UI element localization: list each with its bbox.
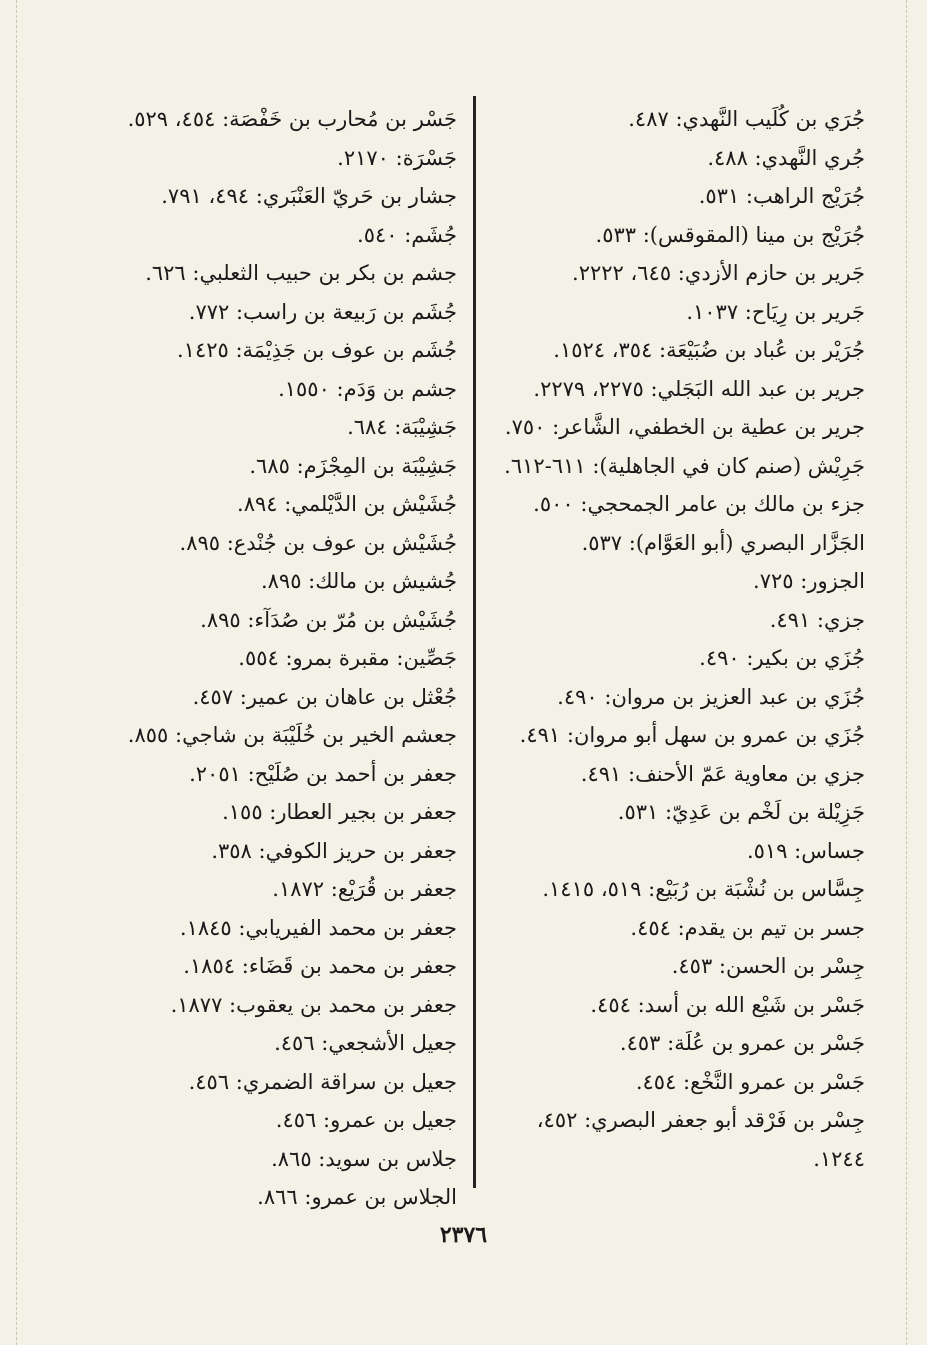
index-entry: جزي: ٤٩١. — [769, 607, 865, 632]
index-entry: جرير بن عطية بن الخطفي، الشَّاعر: ٧٥٠. — [504, 415, 865, 439]
index-entry: جعيل بن سراقة الضمري: ٤٥٦. — [188, 1069, 457, 1094]
index-entry: جُزَي بن عمرو بن سهل أبو مروان: ٤٩١. — [519, 723, 865, 747]
index-entry: جزء بن مالك بن عامر الجمحجي: ٥٠٠. — [533, 492, 865, 516]
index-entry: جِسَّاس بن نُشْبَة بن رُبَيْع: ٥١٩، ١٤١٥. — [542, 877, 865, 901]
index-entry: جُرَيْج بن مينا (المقوقس): ٥٣٣. — [595, 222, 865, 247]
index-entry: جَرير بن حازم الأزدي: ٦٤٥، ٢٢٢٢. — [572, 261, 865, 285]
index-entry: جزي بن معاوية عَمّ الأحنف: ٤٩١. — [580, 761, 865, 786]
index-entry: جُعْثل بن عاهان بن عمير: ٤٥٧. — [192, 684, 457, 709]
index-entry: ١٢٤٤. — [813, 1146, 865, 1171]
index-entry: جُرَيْر بن عُباد بن ضُبَيْعَة: ٣٥٤، ١٥٢٤. — [553, 338, 865, 362]
index-entry: جَسْرَة: ٢١٧٠. — [337, 145, 457, 170]
page-number: ٢٣٧٦ — [439, 1222, 488, 1248]
column-divider — [473, 96, 476, 1188]
index-entry: جشم بن بكر بن حبيب الثعلبي: ٦٢٦. — [145, 261, 457, 285]
index-entry: جشار بن حَريّ العَنْبَري: ٤٩٤، ٧٩١. — [161, 184, 457, 208]
index-entry: جُزَي بن بكير: ٤٩٠. — [699, 646, 865, 670]
index-entry: جُشَيْش بن الدَّيْلمي: ٨٩٤. — [237, 492, 457, 516]
index-entry: جَسْر بن مُحارب بن خَفْصَة: ٤٥٤، ٥٢٩. — [127, 107, 457, 131]
index-entry: جَرير بن رِيَاح: ١٠٣٧. — [686, 299, 865, 324]
index-entry: جُشَم بن عوف بن جَذِيْمَة: ١٤٢٥. — [176, 338, 457, 362]
index-entry: جرير بن عبد الله البَجَلي: ٢٢٧٥، ٢٢٧٩. — [533, 376, 865, 401]
index-entry: جعشم الخير بن خُلَيْبَة بن شاجي: ٨٥٥. — [127, 723, 457, 747]
index-entry: جلاس بن سويد: ٨٦٥. — [271, 1146, 457, 1171]
index-entry: جُشَم: ٥٤٠. — [357, 222, 457, 247]
scan-margin-line — [906, 0, 907, 1345]
index-entry: الجلاس بن عمرو: ٨٦٦. — [257, 1185, 457, 1209]
index-entry: جعفر بن قُرَيْع: ١٨٧٢. — [272, 877, 457, 901]
index-entry: جعفر بن أحمد بن صُلَيْح: ٢٠٥١. — [189, 761, 457, 786]
index-entry: جُرَيْج الراهب: ٥٣١. — [698, 184, 865, 208]
index-entry: جَسْر بن شَيْع الله بن أسد: ٤٥٤. — [590, 992, 865, 1017]
index-entry: جَسْر بن عمرو بن عُلَة: ٤٥٣. — [619, 1031, 865, 1055]
index-entry: جعيل بن عمرو: ٤٥٦. — [275, 1108, 457, 1132]
index-entry: جُزَي بن عبد العزيز بن مروان: ٤٩٠. — [557, 684, 865, 709]
index-entry: جعفر بن بجير العطار: ١٥٥. — [222, 800, 457, 824]
index-entry: جُشَم بن رَبيعة بن راسب: ٧٧٢. — [188, 299, 457, 324]
index-entry: جَشِيْبَة: ٦٨٤. — [347, 415, 457, 439]
index-entry: جُري النَّهدي: ٤٨٨. — [707, 145, 865, 170]
index-entry: جِسْر بن الحسن: ٤٥٣. — [671, 954, 865, 978]
index-entry: جِسْر بن فَرْقد أبو جعفر البصري: ٤٥٢، — [536, 1108, 865, 1132]
index-entry: جعفر بن حريز الكوفي: ٣٥٨. — [211, 838, 457, 863]
index-entry: جَسْر بن عمرو النَّخْع: ٤٥٤. — [635, 1069, 865, 1094]
index-entry: جعفر بن محمد الفيريابي: ١٨٤٥. — [179, 915, 457, 940]
index-entry: جشم بن وَدَم: ١٥٥٠. — [278, 376, 457, 401]
index-entry: جعيل الأشجعي: ٤٥٦. — [274, 1031, 457, 1055]
index-entry: جُرَي بن كُلَيب النَّهدي: ٤٨٧. — [628, 107, 865, 131]
index-entry: جُشيش بن مالك: ٨٩٥. — [260, 569, 457, 593]
index-column-left — [67, 100, 457, 1217]
index-entry: جعفر بن محمد بن يعقوب: ١٨٧٧. — [170, 992, 457, 1017]
index-entry: جُشَيْش بن مُرّ بن صُدَآء: ٨٩٥. — [200, 607, 457, 632]
index-entry: جسر بن تيم بن يقدم: ٤٥٤. — [630, 915, 865, 940]
index-entry: جَصِّين: مقبرة بمرو: ٥٥٤. — [238, 646, 457, 670]
index-column-right — [469, 100, 865, 1178]
index-entry: جعفر بن محمد بن قَضَاء: ١٨٥٤. — [183, 954, 457, 978]
index-entry: جُشَيْش بن عوف بن جُنْدع: ٨٩٥. — [179, 530, 457, 555]
index-entry: الجزور: ٧٢٥. — [753, 569, 865, 593]
index-entry: جَزِيْلة بن لَخْم بن عَدِيّ: ٥٣١. — [617, 800, 865, 824]
index-entry: جَرِيْش (صنم كان في الجاهلية): ٦١١-٦١٢. — [504, 453, 865, 478]
index-entry: الجَزَّار البصري (أبو العَوَّام): ٥٣٧. — [581, 530, 865, 555]
index-entry: جساس: ٥١٩. — [746, 838, 865, 863]
index-entry: جَشِيْبَة بن المِجْزَم: ٦٨٥. — [249, 453, 457, 478]
scan-margin-line — [16, 0, 17, 1345]
